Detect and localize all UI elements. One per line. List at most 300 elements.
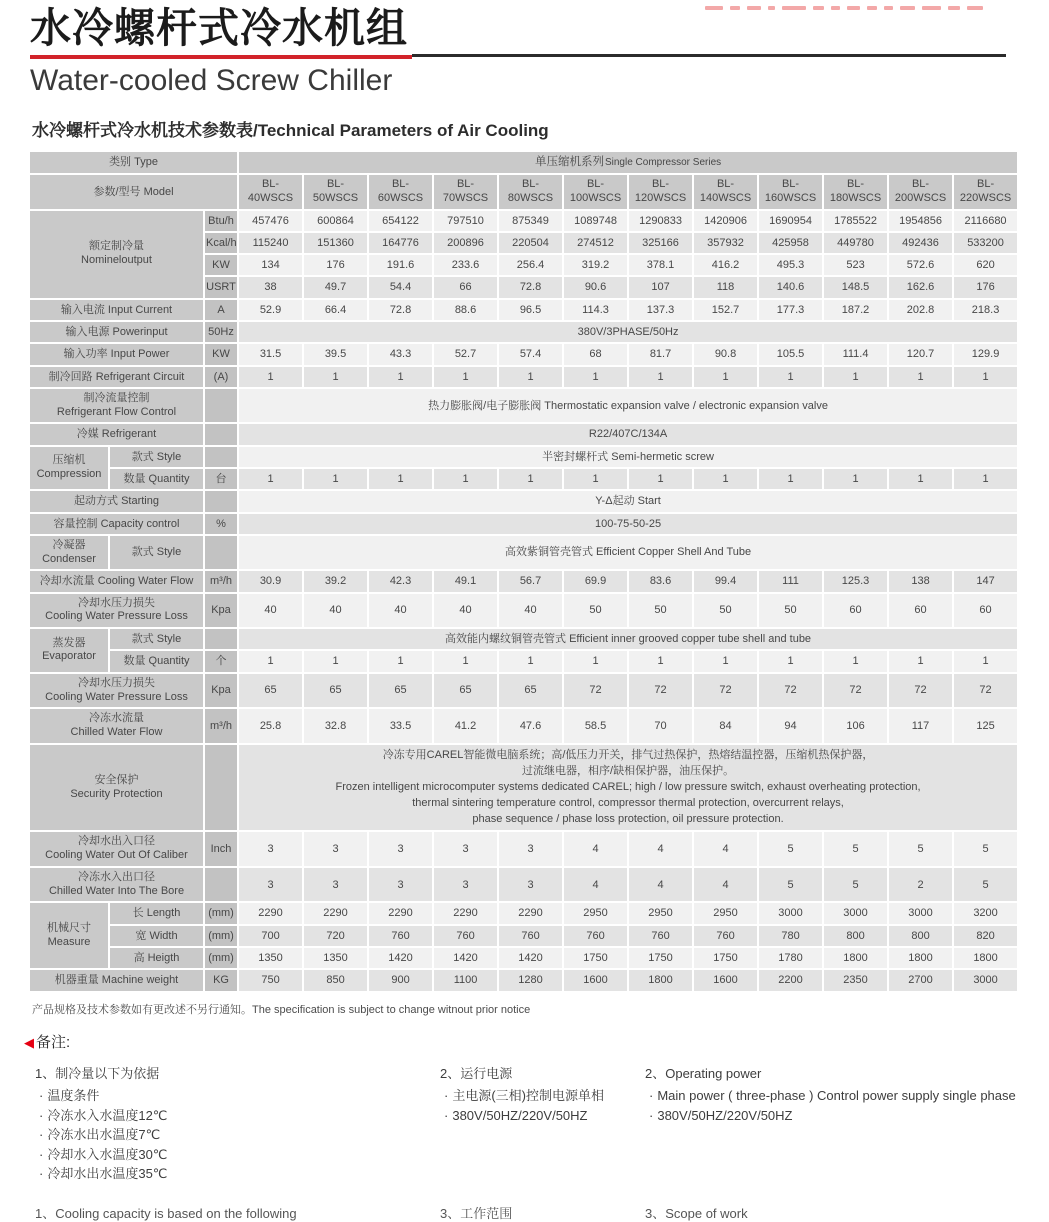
model-line1: BL- (261, 178, 280, 191)
value-cell: 1 (499, 367, 562, 387)
value-cell: 1780 (759, 948, 822, 968)
value-cell: 600864 (304, 211, 367, 231)
value-cell: 60 (954, 594, 1017, 628)
value-cell: 176 (304, 255, 367, 275)
note-column (440, 1064, 640, 1126)
value-cell: 125.3 (824, 571, 887, 591)
value-cell: 4 (564, 832, 627, 866)
value-cell: 1 (889, 469, 952, 489)
value-cell: 1 (759, 367, 822, 387)
value-cell: 2116680 (954, 211, 1017, 231)
value-cell: 3000 (954, 970, 1017, 990)
value-cell: 40 (434, 594, 497, 628)
note-item-text: 冷冻水入水温度12℃ (47, 1107, 168, 1123)
value-cell: 5 (759, 868, 822, 902)
row-label-en: Chilled Water Flow (70, 726, 163, 739)
table-model-row (30, 175, 1017, 209)
value-cell: 654122 (369, 211, 432, 231)
value-cell: 1690954 (759, 211, 822, 231)
bullet-icon: · (39, 1088, 44, 1104)
value-cell: 1 (564, 367, 627, 387)
group-label-cell (30, 447, 108, 490)
unit-cell: 个 (205, 651, 237, 671)
value-cell: 43.3 (369, 344, 432, 364)
merged-value-cell: Y-Δ起动 Start (239, 491, 1017, 511)
value-cell: 105.5 (759, 344, 822, 364)
value-cell: 3000 (759, 903, 822, 923)
value-cell: 533200 (954, 233, 1017, 253)
value-cell: 1 (629, 367, 692, 387)
note-heading: 2、Operating power (645, 1065, 762, 1081)
value-cell: 425958 (759, 233, 822, 253)
row-label-cell: 宽 Width (110, 926, 203, 946)
row-label-cell: 输入电流 Input Current (30, 300, 203, 320)
red-left-triangle-icon: ◀ (24, 1034, 34, 1050)
table-row (30, 536, 1017, 570)
value-cell: 3 (369, 868, 432, 902)
value-cell: 69.9 (564, 571, 627, 591)
unit-cell: (mm) (205, 903, 237, 923)
value-cell: 5 (954, 832, 1017, 866)
value-cell: 99.4 (694, 571, 757, 591)
note-column (35, 1064, 425, 1184)
value-cell: 2290 (369, 903, 432, 923)
value-cell: 39.5 (304, 344, 367, 364)
note-item (35, 1086, 425, 1106)
value-cell: 274512 (564, 233, 627, 253)
note-item (35, 1106, 425, 1126)
value-cell: 117 (889, 709, 952, 743)
bullet-icon: · (444, 1088, 449, 1104)
value-cell: 3000 (889, 903, 952, 923)
table-row (30, 367, 1017, 387)
value-cell: 60 (889, 594, 952, 628)
value-cell: 65 (304, 674, 367, 708)
value-cell: 1 (694, 469, 757, 489)
model-line1: BL- (391, 178, 410, 191)
value-cell: 2350 (824, 970, 887, 990)
group-label-en: Evaporator (42, 650, 96, 663)
value-cell: 72 (759, 674, 822, 708)
value-cell: 32.8 (304, 709, 367, 743)
value-cell: 114.3 (564, 300, 627, 320)
model-line2: 220WSCS (959, 191, 1012, 204)
series-label-zh: 单压缩机系列 (534, 156, 604, 169)
value-cell: 118 (694, 277, 757, 297)
value-cell: 1800 (889, 948, 952, 968)
parameters-table-body (30, 152, 1017, 991)
value-cell: 1 (629, 651, 692, 671)
value-cell: 1600 (564, 970, 627, 990)
value-cell: 325166 (629, 233, 692, 253)
model-cell (824, 175, 887, 209)
value-cell: 1350 (304, 948, 367, 968)
group-label-zh: 机械尺寸 (47, 922, 91, 935)
model-line2: 50WSCS (312, 191, 359, 204)
value-cell: 65 (434, 674, 497, 708)
value-cell: 31.5 (239, 344, 302, 364)
row-label-cell: 高 Heigth (110, 948, 203, 968)
note-item-text: 冷却水入水温度30℃ (47, 1146, 168, 1162)
value-cell: 1 (304, 367, 367, 387)
unit-cell: (mm) (205, 948, 237, 968)
value-cell: 88.6 (434, 300, 497, 320)
row-label-en: Cooling Water Pressure Loss (45, 610, 188, 623)
value-cell: 4 (694, 868, 757, 902)
value-cell: 1420906 (694, 211, 757, 231)
unit-cell: USRT (205, 277, 237, 297)
unit-cell: Kcal/h (205, 233, 237, 253)
model-line1: BL- (976, 178, 995, 191)
value-cell: 1420 (499, 948, 562, 968)
model-cell (629, 175, 692, 209)
unit-cell: Kpa (205, 674, 237, 708)
value-cell: 1 (434, 367, 497, 387)
value-cell: 42.3 (369, 571, 432, 591)
value-cell: 65 (499, 674, 562, 708)
value-cell: 52.7 (434, 344, 497, 364)
merged-value-cell: 100-75-50-25 (239, 514, 1017, 534)
row-label-zh: 冷却水压力损失 (78, 676, 155, 689)
note-item-text: 冷却水出水温度35℃ (47, 1166, 168, 1182)
merged-line: phase sequence / phase loss protection, oil pressure protection. (472, 812, 784, 825)
table-row (30, 926, 1017, 946)
row-label-cell (30, 211, 203, 298)
row-label-en: Cooling Water Pressure Loss (45, 690, 188, 703)
value-cell: 187.2 (824, 300, 887, 320)
value-cell: 1 (564, 469, 627, 489)
value-cell: 820 (954, 926, 1017, 946)
merged-value-cell: 380V/3PHASE/50Hz (239, 322, 1017, 342)
row-label-cell: 款式 Style (110, 536, 203, 570)
row-label-zh: 安全保护 (94, 773, 139, 786)
value-cell: 3 (239, 832, 302, 866)
value-cell: 1 (239, 469, 302, 489)
bullet-icon: · (39, 1107, 44, 1123)
value-cell: 1290833 (629, 211, 692, 231)
value-cell: 137.3 (629, 300, 692, 320)
model-line1: BL- (326, 178, 345, 191)
model-line2: 70WSCS (442, 191, 489, 204)
merged-line: 冷冻专用CAREL智能微电脑系统；高/低压力开关，排气过热保护，热熔结温控器，压缩机热保护器， (382, 748, 874, 761)
value-cell: 1954856 (889, 211, 952, 231)
value-cell: 106 (824, 709, 887, 743)
group-label-zh: 压缩机 (52, 454, 86, 467)
value-cell: 66.4 (304, 300, 367, 320)
value-cell: 2950 (564, 903, 627, 923)
row-label-cell: 输入功率 Input Power (30, 344, 203, 364)
page-subtitle: Water-cooled Screw Chiller (30, 64, 393, 98)
value-cell: 760 (434, 926, 497, 946)
value-cell: 3 (499, 832, 562, 866)
parameters-table (28, 150, 1019, 993)
row-label-cell: 制冷回路 Refrigerant Circuit (30, 367, 203, 387)
note-item-text: 温度条件 (47, 1088, 100, 1104)
value-cell: 164776 (369, 233, 432, 253)
table-row (30, 491, 1017, 511)
value-cell: 700 (239, 926, 302, 946)
value-cell: 40 (499, 594, 562, 628)
cutoff-red-header-fragment (705, 6, 1035, 12)
value-cell: 1 (434, 651, 497, 671)
value-cell: 900 (369, 970, 432, 990)
value-cell: 72.8 (499, 277, 562, 297)
row-label-cell (30, 709, 203, 743)
page-title: 水冷螺杆式冷水机组 (30, 5, 408, 51)
merged-line: thermal sintering temperature control, compressor thermal protection, overcurrent relays, (412, 796, 844, 809)
value-cell: 1100 (434, 970, 497, 990)
value-cell: 1 (239, 651, 302, 671)
merged-value-cell: 半密封螺杆式 Semi-hermetic screw (239, 447, 1017, 467)
model-line1: BL- (651, 178, 670, 191)
value-cell: 39.2 (304, 571, 367, 591)
value-cell: 449780 (824, 233, 887, 253)
value-cell: 1 (824, 651, 887, 671)
model-line2: 120WSCS (634, 191, 687, 204)
value-cell: 72 (564, 674, 627, 708)
value-cell: 1750 (564, 948, 627, 968)
value-cell: 191.6 (369, 255, 432, 275)
value-cell: 84 (694, 709, 757, 743)
unit-cell (205, 389, 237, 423)
value-cell: 83.6 (629, 571, 692, 591)
value-cell: 1 (889, 367, 952, 387)
value-cell: 1 (824, 469, 887, 489)
value-cell: 1350 (239, 948, 302, 968)
row-label-en: Chilled Water Into The Bore (48, 884, 185, 897)
value-cell: 5 (824, 868, 887, 902)
value-cell: 760 (629, 926, 692, 946)
bullet-icon: · (649, 1107, 654, 1123)
note-item-text: 380V/50HZ/220V/50HZ (452, 1107, 588, 1123)
value-cell: 760 (499, 926, 562, 946)
table-row (30, 832, 1017, 866)
value-cell: 120.7 (889, 344, 952, 364)
table-row (30, 424, 1017, 444)
row-label-cell (30, 832, 203, 866)
value-cell: 125 (954, 709, 1017, 743)
value-cell: 111 (759, 571, 822, 591)
value-cell: 1800 (824, 948, 887, 968)
value-cell: 1 (499, 469, 562, 489)
value-cell: 72 (629, 674, 692, 708)
note-item (440, 1086, 640, 1106)
value-cell: 1 (304, 651, 367, 671)
row-label-cell: 款式 Style (110, 447, 203, 467)
group-label-zh: 蒸发器 (52, 636, 86, 649)
row-label-en: Cooling Water Out Of Caliber (45, 849, 188, 862)
model-cell (499, 175, 562, 209)
value-cell: 96.5 (499, 300, 562, 320)
value-cell: 2700 (889, 970, 952, 990)
value-cell: 850 (304, 970, 367, 990)
row-label-cell: 款式 Style (110, 629, 203, 649)
value-cell: 52.9 (239, 300, 302, 320)
spec-sheet-page (0, 5, 1049, 1221)
model-line1: BL- (846, 178, 865, 191)
bullet-icon: · (39, 1166, 44, 1182)
unit-cell: (mm) (205, 926, 237, 946)
table-row (30, 903, 1017, 923)
value-cell: 5 (889, 832, 952, 866)
merged-value-cell: 高效紫铜管壳管式 Efficient Copper Shell And Tube (239, 536, 1017, 570)
value-cell: 162.6 (889, 277, 952, 297)
value-cell: 875349 (499, 211, 562, 231)
remarks-header (24, 1031, 1049, 1052)
value-cell: 66 (434, 277, 497, 297)
model-line1: BL- (716, 178, 735, 191)
model-line1: BL- (911, 178, 930, 191)
note-item-text: 主电源(三相)控制电源单相 (452, 1088, 605, 1104)
model-line2: 100WSCS (569, 191, 622, 204)
value-cell: 65 (369, 674, 432, 708)
value-cell: 49.7 (304, 277, 367, 297)
model-line2: 60WSCS (377, 191, 424, 204)
value-cell: 94 (759, 709, 822, 743)
value-cell: 57.4 (499, 344, 562, 364)
value-cell: 1089748 (564, 211, 627, 231)
row-label-cell (30, 389, 203, 423)
row-label-en: Refrigerant Flow Control (56, 405, 177, 418)
value-cell: 138 (889, 571, 952, 591)
row-label-zh: 冷却水出入口径 (78, 835, 155, 848)
value-cell: 5 (759, 832, 822, 866)
row-label-zh: 冷冻水入出口径 (78, 870, 155, 883)
value-cell: 90.8 (694, 344, 757, 364)
value-cell: 760 (694, 926, 757, 946)
group-label-cell (30, 903, 108, 968)
value-cell: 49.1 (434, 571, 497, 591)
value-cell: 147 (954, 571, 1017, 591)
unit-cell (205, 536, 237, 570)
value-cell: 797510 (434, 211, 497, 231)
unit-cell: Kpa (205, 594, 237, 628)
cutoff-text: 3、工作范围 (440, 1206, 513, 1221)
value-cell: 134 (239, 255, 302, 275)
row-label-zh: 冷却水压力损失 (78, 596, 155, 609)
value-cell: 1 (954, 469, 1017, 489)
value-cell: 492436 (889, 233, 952, 253)
row-label-zh: 额定制冷量 (89, 240, 144, 253)
value-cell: 2 (889, 868, 952, 902)
value-cell: 357932 (694, 233, 757, 253)
note-item (35, 1125, 425, 1145)
value-cell: 151360 (304, 233, 367, 253)
footer-note: 产品规格及技术参数如有更改述不另行通知。The specification is subject to change witnout prior notice (32, 1003, 531, 1016)
value-cell: 2290 (239, 903, 302, 923)
value-cell: 1 (889, 651, 952, 671)
row-label-en: Nomineloutput (81, 254, 152, 267)
unit-cell: 台 (205, 469, 237, 489)
model-line2: 140WSCS (699, 191, 752, 204)
table-row (30, 514, 1017, 534)
value-cell: 256.4 (499, 255, 562, 275)
remarks-title: 备注: (36, 1033, 71, 1051)
note-heading: 1、制冷量以下为依据 (35, 1065, 160, 1081)
unit-cell: A (205, 300, 237, 320)
value-cell: 202.8 (889, 300, 952, 320)
value-cell: 33.5 (369, 709, 432, 743)
note-item-text: Main power ( three-phase ) Control power supply single phase (657, 1088, 1016, 1104)
value-cell: 72 (694, 674, 757, 708)
note-column (645, 1064, 1030, 1126)
model-header-cell: 参数/型号 Model (30, 175, 237, 209)
model-cell (564, 175, 627, 209)
remarks-columns (0, 1064, 1049, 1204)
bullet-icon: · (649, 1088, 654, 1104)
unit-cell (205, 447, 237, 467)
row-label-cell: 数量 Quantity (110, 651, 203, 671)
table-header-row (30, 152, 1017, 173)
value-cell: 750 (239, 970, 302, 990)
value-cell: 72.8 (369, 300, 432, 320)
unit-cell: % (205, 514, 237, 534)
model-cell (694, 175, 757, 209)
value-cell: 1420 (369, 948, 432, 968)
value-cell: 416.2 (694, 255, 757, 275)
model-cell (369, 175, 432, 209)
title-underline-black (412, 54, 1006, 57)
value-cell: 1420 (434, 948, 497, 968)
value-cell: 1 (824, 367, 887, 387)
title-underline-red (30, 55, 412, 59)
value-cell: 90.6 (564, 277, 627, 297)
row-label-cell: 输入电源 Powerinput (30, 322, 203, 342)
model-line1: BL- (586, 178, 605, 191)
value-cell: 218.3 (954, 300, 1017, 320)
value-cell: 319.2 (564, 255, 627, 275)
merged-value-cell: 热力膨胀阀/电子膨胀阀 Thermostatic expansion valve / electronic expansion valve (239, 389, 1017, 423)
unit-cell: 50Hz (205, 322, 237, 342)
value-cell: 54.4 (369, 277, 432, 297)
group-label-cell (30, 629, 108, 672)
value-cell: 3200 (954, 903, 1017, 923)
section-heading: 水冷螺杆式冷水机技术参数表/Technical Parameters of Air Cooling (32, 121, 549, 141)
value-cell: 50 (694, 594, 757, 628)
value-cell: 40 (239, 594, 302, 628)
value-cell: 1750 (629, 948, 692, 968)
value-cell: 2290 (304, 903, 367, 923)
category-header-cell: 类别 Type (30, 152, 237, 173)
value-cell: 1 (694, 651, 757, 671)
value-cell: 720 (304, 926, 367, 946)
value-cell: 3 (304, 832, 367, 866)
model-cell (304, 175, 367, 209)
model-line1: BL- (456, 178, 475, 191)
value-cell: 50 (629, 594, 692, 628)
table-row (30, 970, 1017, 990)
value-cell: 523 (824, 255, 887, 275)
value-cell: 40 (369, 594, 432, 628)
row-label-cell: 容量控制 Capacity control (30, 514, 203, 534)
note-item (645, 1106, 1030, 1126)
bullet-icon: · (39, 1146, 44, 1162)
value-cell: 1 (369, 367, 432, 387)
value-cell: 233.6 (434, 255, 497, 275)
value-cell: 72 (889, 674, 952, 708)
table-row (30, 629, 1017, 649)
value-cell: 1 (759, 651, 822, 671)
row-label-cell: 起动方式 Starting (30, 491, 203, 511)
unit-cell: (A) (205, 367, 237, 387)
merged-line: 过流继电器，相序/缺相保护器，油压保护。 (522, 764, 735, 777)
value-cell: 760 (369, 926, 432, 946)
value-cell: 140.6 (759, 277, 822, 297)
value-cell: 760 (564, 926, 627, 946)
value-cell: 50 (759, 594, 822, 628)
unit-cell (205, 629, 237, 649)
row-label-cell (30, 868, 203, 902)
